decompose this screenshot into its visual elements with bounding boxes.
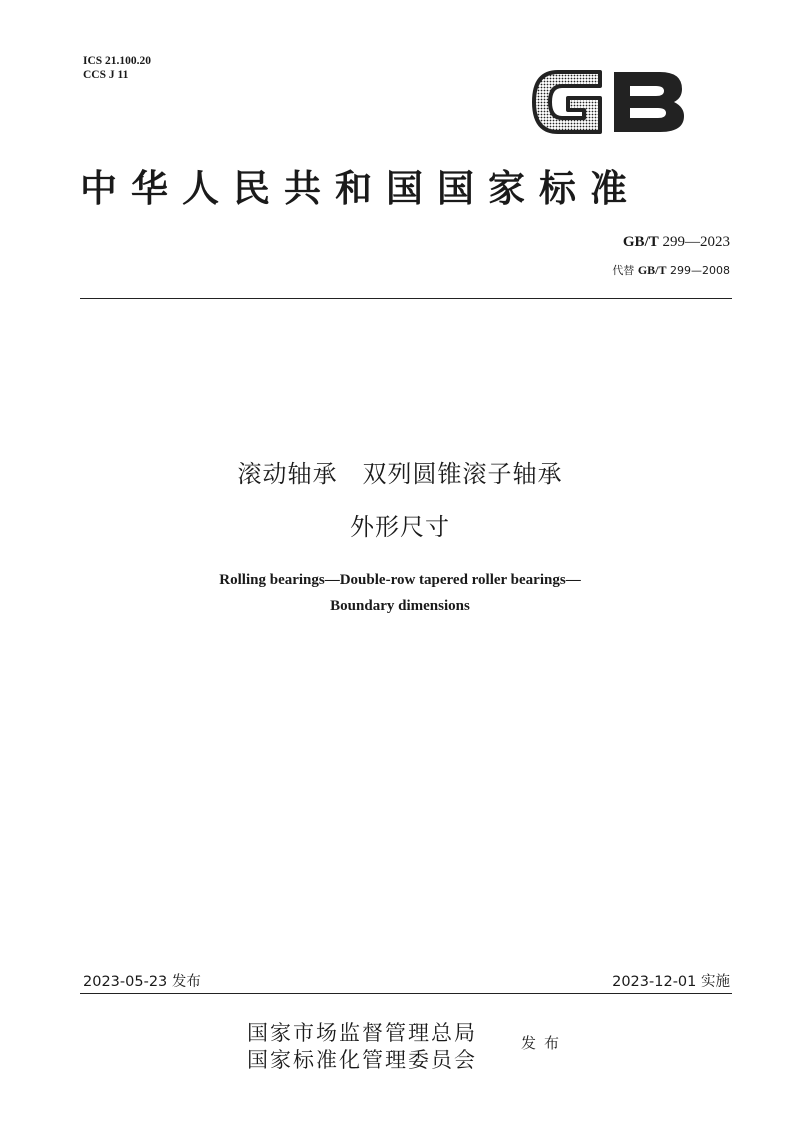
issue-word: 发布 bbox=[521, 1034, 568, 1052]
standard-number bbox=[623, 234, 730, 251]
header-divider bbox=[80, 298, 732, 299]
replaces-number: 299—2008 bbox=[670, 264, 730, 277]
national-standard-title: 中华人民共和国国家标准 bbox=[80, 166, 641, 210]
replaces-label: 代替 bbox=[612, 264, 635, 277]
ccs-code: CCS J 11 bbox=[83, 69, 129, 81]
replaces-standard bbox=[612, 262, 730, 278]
standard-number-value: 299—2023 bbox=[662, 234, 730, 250]
standard-number-prefix: GB/T bbox=[622, 234, 659, 250]
title-zh-line2: 外形尺寸 bbox=[350, 513, 450, 541]
issuer-sac: 国家标准化管理委员会 bbox=[247, 1048, 477, 1072]
issuer-samr: 国家市场监督管理总局 bbox=[247, 1021, 477, 1045]
issue-date: 2023-05-23 发布 bbox=[83, 974, 201, 990]
gb-logo bbox=[528, 62, 688, 142]
classification-codes bbox=[83, 54, 151, 82]
title-zh-line1: 滚动轴承 双列圆锥滚子轴承 bbox=[237, 460, 563, 488]
implementation-date: 2023-12-01 实施 bbox=[612, 974, 730, 990]
footer-divider bbox=[80, 993, 732, 994]
title-en-line2: Boundary dimensions bbox=[330, 598, 470, 614]
ics-code: ICS 21.100.20 bbox=[83, 55, 152, 67]
replaces-prefix: GB/T bbox=[637, 263, 667, 277]
title-en-line1: Rolling bearings—Double-row tapered roller bearings— bbox=[219, 572, 581, 588]
